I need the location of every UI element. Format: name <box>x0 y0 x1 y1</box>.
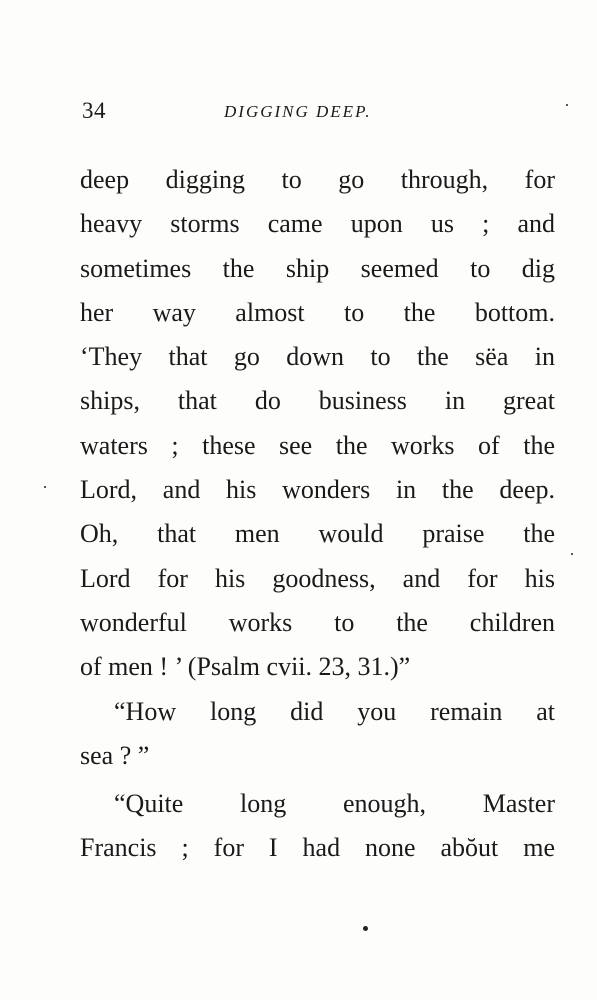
page-number: 34 <box>82 98 106 123</box>
text-line: deep digging to go through, for <box>80 165 555 194</box>
running-title: DIGGING DEEP. <box>224 102 372 121</box>
text-line: Francis ; for I had none abŏut me <box>80 833 555 863</box>
print-speck <box>44 486 46 488</box>
body-text <box>80 158 555 871</box>
text-line: sometimes the ship seemed to dig <box>80 253 555 283</box>
text-line: “How long did you remain at <box>114 696 555 726</box>
text-line: her way almost to the bottom. <box>80 297 555 327</box>
text-line: Lord for his goodness, and for his <box>80 563 555 593</box>
text-line: of men ! ’ (Psalm cvii. 23, 31.)” <box>80 652 411 682</box>
print-speck <box>571 553 573 555</box>
text-line: “Quite long enough, Master <box>114 789 555 819</box>
page-header <box>82 98 552 132</box>
text-line: ships, that do business in great <box>80 386 555 416</box>
text-line: waters ; these see the works of the <box>80 430 555 460</box>
print-speck <box>566 104 568 106</box>
print-speck <box>363 926 368 931</box>
text-line: Oh, that men would praise the <box>80 519 555 549</box>
text-line: sea ? ” <box>80 740 150 770</box>
text-line: wonderful works to the children <box>80 607 555 637</box>
text-line: ‘They that go down to the sëa in <box>80 342 555 372</box>
text-line: Lord, and his wonders in the deep. <box>80 475 555 505</box>
text-line: heavy storms came upon us ; and <box>80 209 555 239</box>
